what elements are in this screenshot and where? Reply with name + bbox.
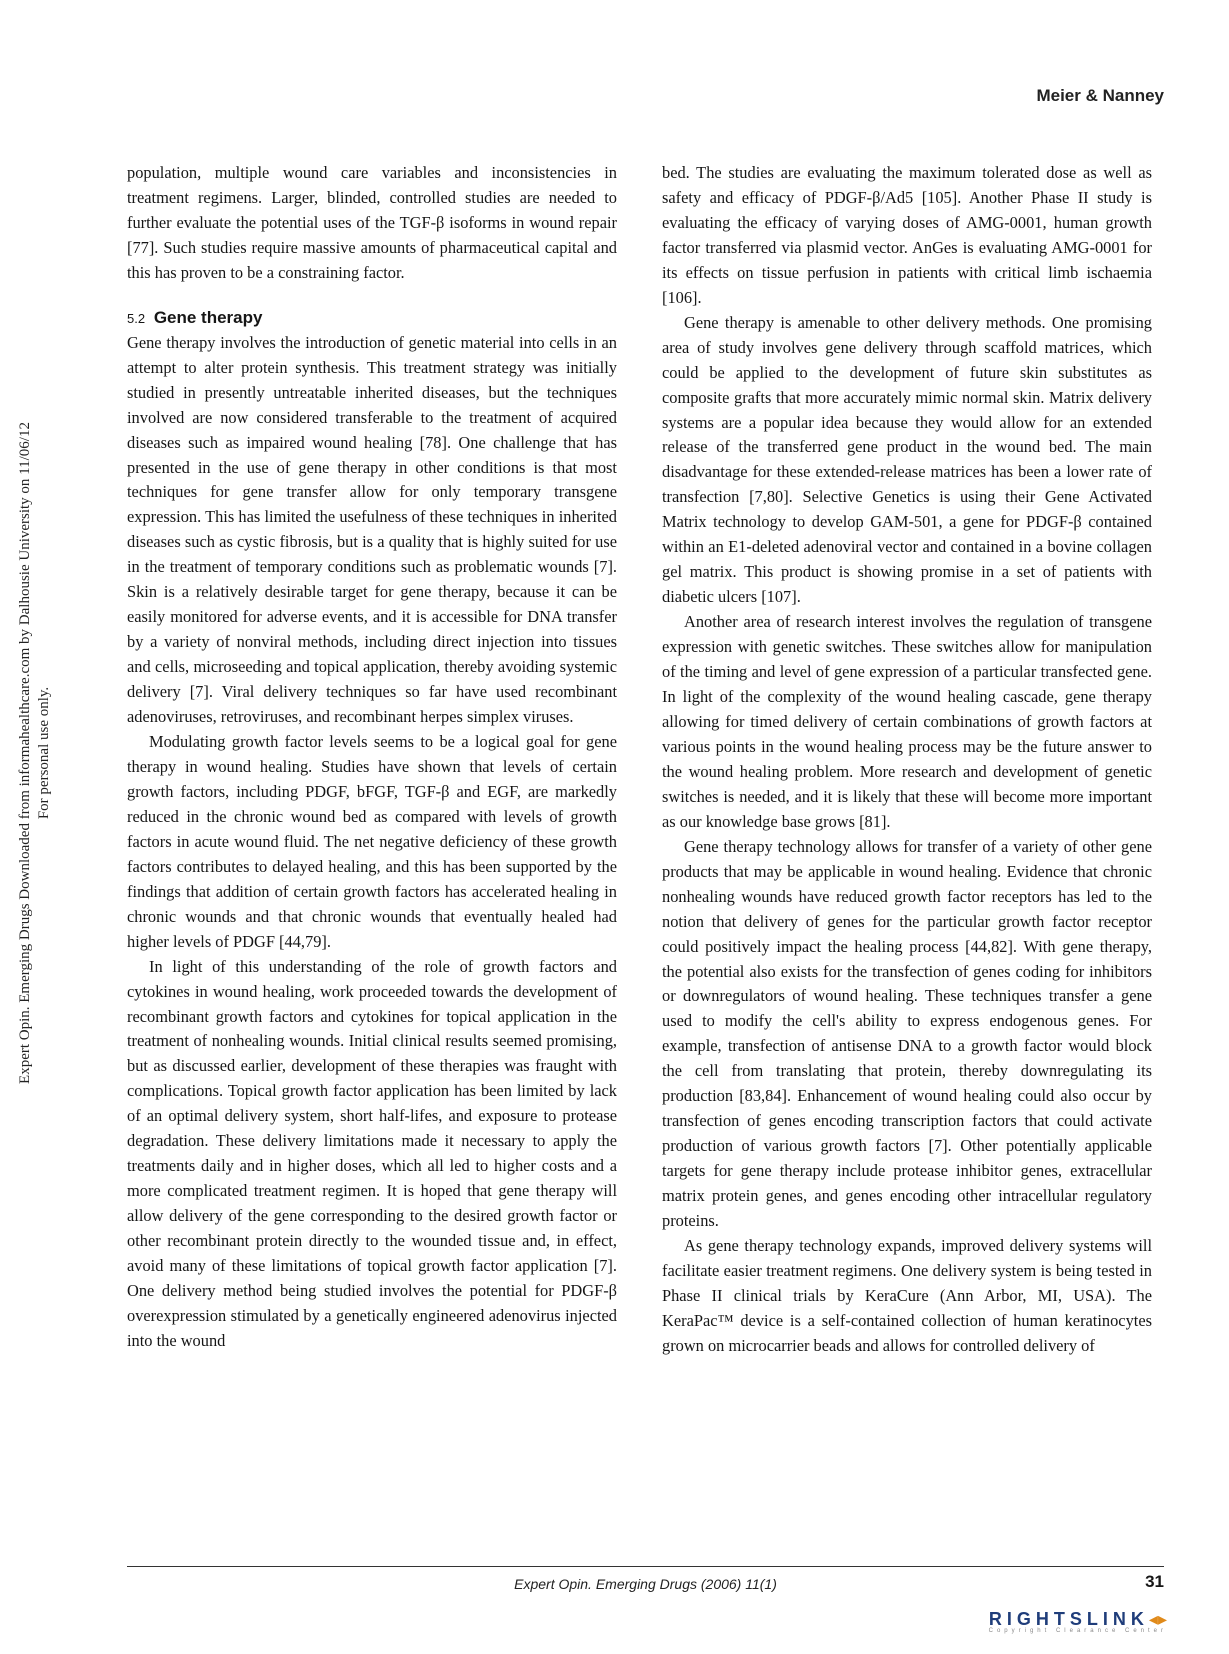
- paragraph: Gene therapy is amenable to other delivery methods. One promising area of study involves gene delivery through scaffold matrices, which could be applied to the development of future skin substitutes as composite grafts that more accurately mimic normal skin. Matrix delivery systems are a popular idea because they would allow for an extended release of the transferred gene product in the wound bed. The main disadvantage for these extended-release matrices has been a lower rate of transfection [7,80]. Selective Genetics is using their Gene Activated Matrix technology to develop GAM-501, a gene for PDGF-β contained within an E1-deleted adenoviral vector and contained in a bovine collagen gel matrix. This product is showing promise in a set of patients with diabetic ulcers [107].: [662, 312, 1152, 607]
- rightslink-subtitle: Copyright Clearance Center: [988, 1628, 1167, 1634]
- footer-divider: [127, 1566, 1164, 1567]
- rightslink-wordmark: RIGHTSLINK: [988, 1609, 1149, 1629]
- paragraph: Modulating growth factor levels seems to be a logical goal for gene therapy in wound healing. Studies have shown that levels of certain growth factors, including PDGF, bFGF, TGF-β and EGF, are markedly reduced in the chronic wound bed as compared with levels of growth factors in acute wound fluid. The net negative deficiency of these growth factors contributes to delayed healing, and this has been supported by the findings that addition of certain growth factors has accelerated healing in chronic wounds and that chronic wounds that eventually healed had higher levels of PDGF [44,79].: [127, 732, 617, 951]
- download-watermark: [16, 208, 54, 1298]
- page-number: 31: [1145, 1572, 1164, 1591]
- section-heading: [127, 305, 617, 331]
- rightslink-logo[interactable]: [957, 1609, 1167, 1634]
- paragraph: population, multiple wound care variables and inconsistencies in treatment regimens. Larger, blinded, controlled studies are needed to further evaluate the potential uses of the TGF-β isoforms in wound repair [77]. Such studies require massive amounts of pharmaceutical capital and this has proven to be a constraining factor.: [127, 163, 617, 282]
- running-header-authors: Meier & Nanney: [1036, 86, 1164, 105]
- personal-use-notice: For personal use only.: [36, 686, 52, 820]
- paragraph: As gene therapy technology expands, improved delivery systems will facilitate easier treatment regimens. One delivery system is being tested in Phase II clinical trials by KeraCure (Ann Arbor, MI, USA). The KeraPac™ device is a self-contained collection of human keratinocytes grown on microcarrier beads and allows for controlled delivery of: [662, 1235, 1152, 1355]
- paragraph: Another area of research interest involves the regulation of transgene expression with genetic switches. These switches allow for manipulation of the timing and level of gene expression of a particular transfected gene. In light of the complexity of the wound healing cascade, gene therapy allowing for timed delivery of certain combinations of growth factors at various points in the wound healing process may be the future answer to the wound healing problem. More research and development of genetic switches is needed, and it is likely that these will become more important as our knowledge base grows [81].: [662, 612, 1152, 831]
- rightslink-arrows-icon: ◂▸: [1148, 1609, 1167, 1629]
- right-column: [662, 161, 1152, 1359]
- left-column: [127, 161, 617, 1354]
- download-notice-line: Expert Opin. Emerging Drugs Downloaded from informahealthcare.com by Dalhousie University on 11/06/12: [17, 422, 33, 1084]
- paragraph: bed. The studies are evaluating the maximum tolerated dose as well as safety and efficacy of PDGF-β/Ad5 [105]. Another Phase II study is evaluating the efficacy of varying doses of AMG-0001, human growth factor transferred via plasmid vector. AnGes is evaluating AMG-0001 for its effects on tissue perfusion in patients with critical limb ischaemia [106].: [662, 163, 1152, 307]
- section-number: 5.2: [127, 310, 146, 326]
- paragraph: Gene therapy involves the introduction of genetic material into cells in an attempt to alter protein synthesis. This treatment strategy was initially studied in presently untreatable inherited diseases, but the techniques involved are now considered transferable to the treatment of acquired diseases such as impaired wound healing [78]. One challenge that has presented in the use of gene therapy in other conditions is that most techniques for gene transfer allow for only temporary transgene expression. This has limited the usefulness of these techniques in inherited diseases such as cystic fibrosis, but is a quality that is highly suited for use in the treatment of temporary conditions such as problematic wounds [7]. Skin is a relatively desirable target for gene therapy, because it can be easily monitored for adverse events, and it is accessible for DNA transfer by a variety of nonviral methods, including direct injection into tissues and cells, microseeding and topical application, thereby avoiding systemic delivery [7]. Viral delivery techniques so far have used recombinant adenoviruses, retroviruses, and recombinant herpes simplex viruses.: [127, 332, 617, 727]
- paragraph: Gene therapy technology allows for transfer of a variety of other gene products that may be applicable in wound healing. Evidence that chronic nonhealing wounds have reduced growth factor receptors has led to the notion that delivery of genes for the particular growth factor receptor could positively impact the healing process [44,82]. With gene therapy, the potential also exists for the transfection of genes coding for inhibitors or downregulators of wound healing. These techniques transfer a gene used to modify the cell's ability to express endogenous genes. For example, transfection of antisense DNA to a growth factor would block the cell from translating that protein, thereby downregulating its production [83,84]. Enhancement of wound healing could also occur by transfection of genes encoding transcription factors that could activate production of various growth factors [7]. Other potentially applicable targets for gene therapy include protease inhibitor genes, extracellular matrix protein genes, and genes encoding other intracellular regulatory proteins.: [662, 836, 1152, 1231]
- journal-citation: Expert Opin. Emerging Drugs (2006) 11(1): [514, 1576, 777, 1592]
- paragraph: In light of this understanding of the role of growth factors and cytokines in wound healing, work proceeded towards the development of recombinant growth factors and cytokines for topical application in the treatment of nonhealing wounds. Initial clinical results seemed promising, but as discussed earlier, development of these therapies was fraught with complications. Topical growth factor application has been limited by lack of an optimal delivery system, short half-lifes, and exposure to protease degradation. These delivery limitations made it necessary to apply the treatments daily and in higher doses, which all led to higher costs and a more complicated treatment regimen. It is hoped that gene therapy will allow delivery of the gene corresponding to the desired growth factor or other recombinant protein directly to the wounded tissue and, in effect, avoid many of these limitations of topical growth factor application [7]. One delivery method being studied involves the potential for PDGF-β overexpression stimulated by a genetically engineered adenovirus injected into the wound: [127, 956, 617, 1350]
- section-title: Gene therapy: [153, 307, 263, 327]
